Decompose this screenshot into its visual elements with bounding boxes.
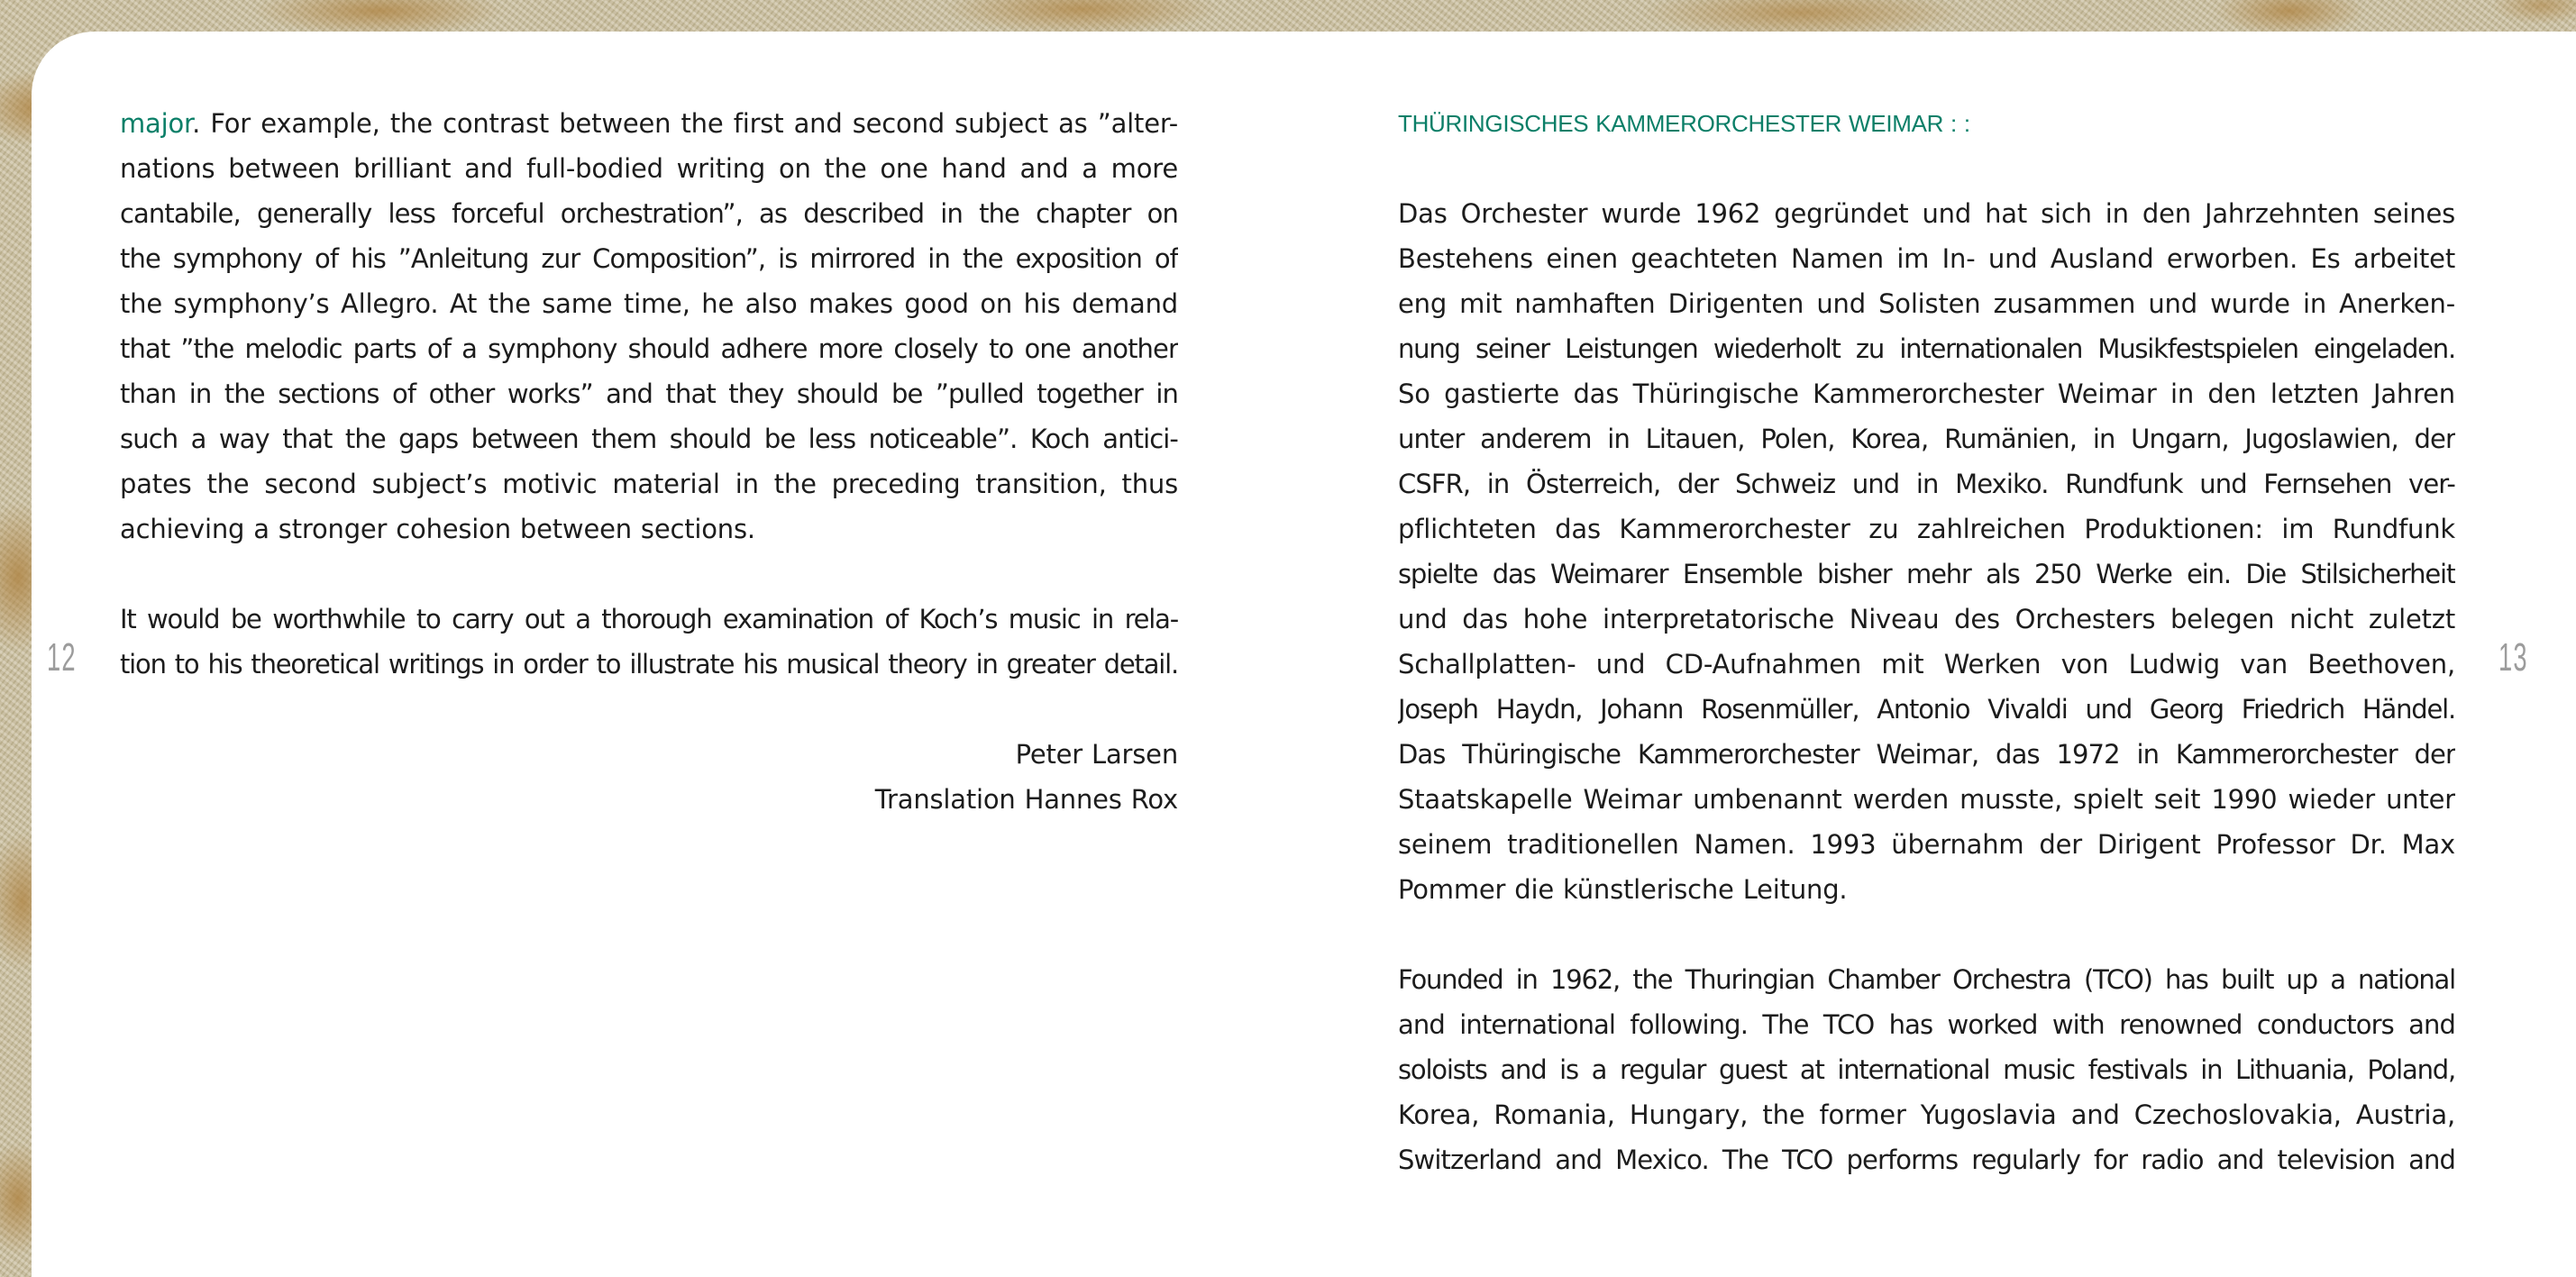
- text-line: Switzerland and Mexico. The TCO performs regularly for radio and television and: [1398, 1145, 2455, 1175]
- right-page-text: [1398, 101, 2455, 1182]
- text-line: tion to his theoretical writings in order to illustrate his musical theory in greater detail.: [120, 649, 1178, 680]
- text-line: So gastierte das Thüringische Kammerorchester Weimar in den letzten Jahren: [1398, 379, 2455, 409]
- text-line: nung seiner Leistungen wiederholt zu internationalen Musikfestspielen eingeladen.: [1398, 333, 2455, 364]
- text-line: cantabile, generally less forceful orchestration”, as described in the chapter on: [120, 198, 1178, 229]
- text-line: Schallplatten- und CD-Aufnahmen mit Werken von Ludwig van Beethoven,: [1398, 649, 2455, 680]
- text-line: spielte das Weimarer Ensemble bisher mehr als 250 Werke ein. Die Stilsicherheit: [1398, 559, 2455, 589]
- paragraph-english: [1398, 957, 2455, 1182]
- translator-credit: Translation Hannes Rox: [874, 784, 1178, 815]
- paragraph-conclusion: [120, 597, 1178, 687]
- text-line: Das Orchester wurde 1962 gegründet und hat sich in den Jahrzehnten seines: [1398, 198, 2455, 229]
- text-line: Founded in 1962, the Thuringian Chamber Orchestra (TCO) has built up a national: [1398, 964, 2455, 995]
- left-page-text: [120, 101, 1178, 822]
- section-heading: THÜRINGISCHES KAMMERORCHESTER WEIMAR : :: [1398, 110, 1970, 137]
- text-line: unter anderem in Litauen, Polen, Korea, Rumänien, in Ungarn, Jugoslawien, der: [1398, 424, 2455, 454]
- text-line: CSFR, in Österreich, der Schweiz und in Mexiko. Rundfunk und Fernsehen ver-: [1398, 469, 2455, 499]
- text-line: und das hohe interpretatorische Niveau des Orchesters belegen nicht zuletzt: [1398, 604, 2455, 634]
- text-line: seinem traditionellen Namen. 1993 übernahm der Dirigent Professor Dr. Max: [1398, 829, 2455, 860]
- page-number-right: 13: [2498, 635, 2528, 680]
- page-number-left: 12: [47, 635, 77, 680]
- text-line: soloists and is a regular guest at international music festivals in Lithuania, Poland,: [1398, 1054, 2455, 1085]
- text-line: pates the second subject’s motivic material in the preceding transition, thus: [120, 469, 1178, 499]
- paragraph-koch-analysis: [120, 101, 1178, 552]
- text-line: eng mit namhaften Dirigenten und Solisten zusammen und wurde in Anerken-: [1398, 288, 2455, 319]
- highlighted-word: major: [120, 108, 193, 139]
- text-line: achieving a stronger cohesion between sections.: [120, 514, 755, 544]
- text-line: and international following. The TCO has worked with renowned conductors and: [1398, 1009, 2455, 1040]
- text-line: that ”the melodic parts of a symphony should adhere more closely to one another: [120, 333, 1178, 364]
- text-line: Joseph Haydn, Johann Rosenmüller, Antonio Vivaldi und Georg Friedrich Händel.: [1398, 694, 2455, 725]
- text-line: the symphony of his ”Anleitung zur Composition”, is mirrored in the exposition of: [120, 243, 1178, 274]
- text-line: Korea, Romania, Hungary, the former Yugoslavia and Czechoslovakia, Austria,: [1398, 1099, 2455, 1130]
- text-line: than in the sections of other works” and that they should be ”pulled together in: [120, 379, 1178, 409]
- text-line: Pommer die künstlerische Leitung.: [1398, 874, 1848, 905]
- text-line: nations between brilliant and full-bodied writing on the one hand and a more: [120, 153, 1178, 184]
- text-line: major. For example, the contrast between the first and second subject as ”alter-: [120, 108, 1178, 139]
- text-line: pflichteten das Kammerorchester zu zahlreichen Produktionen: im Rundfunk: [1398, 514, 2455, 544]
- text-line: Staatskapelle Weimar umbenannt werden musste, spielt seit 1990 wieder unter: [1398, 784, 2455, 815]
- paragraph-german: [1398, 191, 2455, 912]
- text-line: It would be worthwhile to carry out a thorough examination of Koch’s music in rela-: [120, 604, 1178, 634]
- text-line: such a way that the gaps between them should be less noticeable”. Koch antici-: [120, 424, 1178, 454]
- text-line: Das Thüringische Kammerorchester Weimar, das 1972 in Kammerorchester der: [1398, 739, 2455, 770]
- author-name: Peter Larsen: [1015, 739, 1178, 770]
- text-line: Bestehens einen geachteten Namen im In- und Ausland erworben. Es arbeitet: [1398, 243, 2455, 274]
- text-line: the symphony’s Allegro. At the same time, he also makes good on his demand: [120, 288, 1178, 319]
